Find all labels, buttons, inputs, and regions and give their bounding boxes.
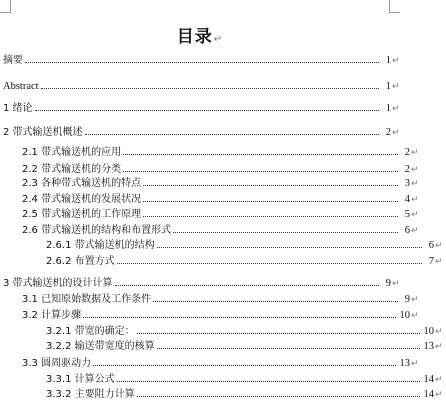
toc-title-text: 目录 bbox=[176, 27, 213, 47]
toc-entry[interactable] bbox=[0, 80, 403, 94]
toc-entry-page: 4 bbox=[404, 194, 410, 205]
toc-entry[interactable] bbox=[0, 163, 422, 177]
toc-entry-page: 6 bbox=[404, 225, 410, 236]
paragraph-mark-icon: ↵ bbox=[435, 257, 443, 267]
toc-entry-label: 摘要 bbox=[3, 55, 23, 66]
toc-entry[interactable] bbox=[0, 293, 422, 307]
toc-dot-leader bbox=[123, 163, 398, 172]
toc-entry[interactable] bbox=[0, 146, 422, 160]
toc-dot-leader bbox=[41, 80, 379, 89]
toc-entry-page: 13 bbox=[399, 358, 410, 369]
toc-entry[interactable] bbox=[0, 193, 422, 207]
paragraph-mark-icon: ↵ bbox=[411, 148, 419, 158]
paragraph-mark-icon: ↵ bbox=[411, 295, 419, 305]
toc-entry-label: 3.2.2 输送带宽度的核算 bbox=[46, 341, 155, 352]
toc-dot-leader bbox=[143, 177, 398, 186]
toc-dot-leader bbox=[93, 357, 396, 366]
toc-dot-leader bbox=[35, 102, 379, 111]
paragraph-mark-icon: ↵ bbox=[392, 104, 400, 114]
toc-entry[interactable] bbox=[0, 102, 403, 116]
toc-entry-page: 5 bbox=[404, 209, 410, 220]
paragraph-mark-icon: ↵ bbox=[392, 128, 400, 138]
toc-dot-leader bbox=[85, 126, 379, 135]
toc-entry-page: 1 bbox=[385, 55, 391, 66]
toc-dot-leader bbox=[137, 325, 420, 334]
toc-entry-label: 2.6.1 带式输送机的结构 bbox=[46, 240, 155, 251]
toc-entry[interactable] bbox=[0, 126, 403, 140]
toc-dot-leader bbox=[25, 54, 379, 63]
toc-entry-page: 1 bbox=[385, 103, 391, 114]
toc-entry-label: Abstract bbox=[3, 81, 39, 92]
paragraph-mark-icon: ↵ bbox=[411, 226, 419, 236]
toc-dot-leader bbox=[123, 146, 398, 155]
toc-entry-page: 9 bbox=[404, 294, 410, 305]
toc-entry-label: 2 带式输送机概述 bbox=[3, 127, 83, 138]
paragraph-mark-icon: ↵ bbox=[411, 311, 419, 321]
paragraph-mark-icon: ↵ bbox=[435, 390, 443, 400]
toc-entry-label: 3.3.2 主要阻力计算 bbox=[46, 389, 135, 400]
toc-entry[interactable] bbox=[0, 239, 446, 253]
toc-entry-page: 9 bbox=[385, 278, 391, 289]
paragraph-mark-icon: ↵ bbox=[411, 165, 419, 175]
toc-entry-page: 2 bbox=[385, 127, 391, 138]
paragraph-mark-icon: ↵ bbox=[435, 342, 443, 352]
toc-entry-page: 7 bbox=[428, 256, 434, 267]
toc-entry[interactable] bbox=[0, 388, 446, 402]
toc-entry-label: 3.3.1 计算公式 bbox=[46, 374, 115, 385]
toc-entry[interactable] bbox=[0, 340, 446, 354]
toc-entry-label: 3.2 计算步骤 bbox=[22, 310, 82, 321]
toc-dot-leader bbox=[157, 239, 422, 248]
toc-entry[interactable] bbox=[0, 177, 422, 191]
toc-entry-page: 14 bbox=[423, 389, 434, 400]
toc-dot-leader bbox=[117, 255, 422, 264]
toc-entry-page: 3 bbox=[404, 178, 410, 189]
toc-entry-label: 2.6 带式输送机的结构和布置形式 bbox=[22, 225, 172, 236]
toc-entry-page: 14 bbox=[423, 374, 434, 385]
toc-entry-label: 2.6.2 布置方式 bbox=[46, 256, 115, 267]
toc-entry[interactable] bbox=[0, 357, 422, 371]
toc-entry-label: 2.5 带式输送机的工作原理 bbox=[22, 209, 142, 220]
toc-entry-label: 2.2 带式输送机的分类 bbox=[22, 164, 122, 175]
paragraph-mark-icon: ↵ bbox=[411, 210, 419, 220]
toc-entry[interactable] bbox=[0, 277, 403, 291]
paragraph-mark-icon: ↵ bbox=[411, 359, 419, 369]
toc-entry-page: 10 bbox=[399, 310, 410, 321]
toc-entry-label: 3.2.1 带宽的确定： bbox=[46, 326, 135, 337]
toc-entry-page: 10 bbox=[423, 326, 434, 337]
toc-dot-leader bbox=[117, 373, 420, 382]
toc-dot-leader bbox=[143, 208, 398, 217]
toc-entry-label: 2.4 带式输送机的发展状况 bbox=[22, 194, 142, 205]
toc-dot-leader bbox=[153, 293, 398, 302]
toc-entry-page: 2 bbox=[404, 164, 410, 175]
toc-entry[interactable] bbox=[0, 208, 422, 222]
toc-dot-leader bbox=[157, 340, 420, 349]
paragraph-mark-icon: ↵ bbox=[392, 279, 400, 289]
paragraph-mark-icon: ↵ bbox=[392, 82, 400, 92]
paragraph-mark-icon: ↵ bbox=[435, 327, 443, 337]
toc-dot-leader bbox=[137, 388, 420, 397]
toc-entry[interactable] bbox=[0, 309, 422, 323]
toc-entry-label: 3.1 已知原始数据及工作条件 bbox=[22, 294, 152, 305]
paragraph-mark-icon: ↵ bbox=[392, 56, 400, 66]
toc-dot-leader bbox=[143, 193, 398, 202]
toc-dot-leader bbox=[173, 224, 398, 233]
paragraph-mark-icon: ↵ bbox=[411, 195, 419, 205]
toc-entry[interactable] bbox=[0, 224, 422, 238]
toc-entry-label: 1 绪论 bbox=[3, 103, 33, 114]
toc-entry[interactable] bbox=[0, 373, 446, 387]
paragraph-mark-icon: ↵ bbox=[435, 241, 443, 251]
toc-entry-label: 3 带式输送机的设计计算 bbox=[3, 278, 113, 289]
toc-entry-label: 2.1 带式输送机的应用 bbox=[22, 147, 122, 158]
toc-entry-page: 13 bbox=[423, 341, 434, 352]
toc-entry[interactable] bbox=[0, 255, 446, 269]
paragraph-mark-icon: ↵ bbox=[213, 34, 224, 45]
toc-dot-leader bbox=[83, 309, 396, 318]
toc-entry-label: 2.3 各种带式输送机的特点 bbox=[22, 178, 142, 189]
toc-entry-page: 2 bbox=[404, 147, 410, 158]
toc-entry-page: 6 bbox=[428, 240, 434, 251]
paragraph-mark-icon: ↵ bbox=[435, 375, 443, 385]
toc-entry-label: 3.3 圆周驱动力 bbox=[22, 358, 92, 369]
toc-entry[interactable] bbox=[0, 325, 446, 339]
toc-dot-leader bbox=[115, 277, 379, 286]
toc-entry-page: 1 bbox=[385, 81, 391, 92]
toc-entry[interactable] bbox=[0, 54, 403, 68]
paragraph-mark-icon: ↵ bbox=[411, 179, 419, 189]
